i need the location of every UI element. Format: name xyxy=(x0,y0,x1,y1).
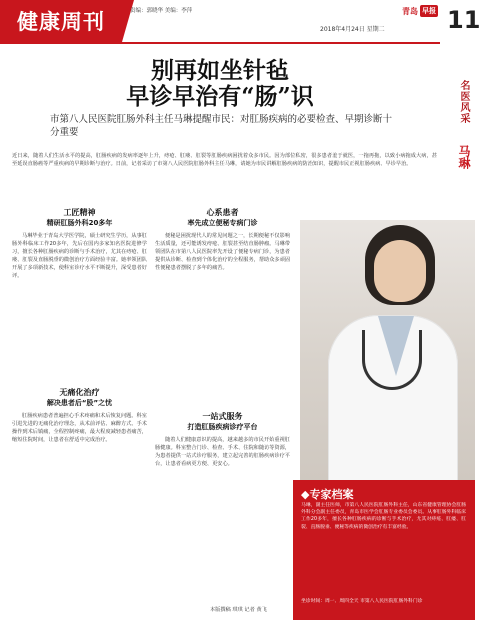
section-1-subheading: 精研肛肠外科20多年 xyxy=(46,219,113,227)
newspaper-logo xyxy=(402,2,442,20)
headline-line-2: 早诊早治有“肠”识 xyxy=(126,83,314,110)
section-2-body xyxy=(155,232,290,272)
section-title-2 xyxy=(155,208,290,228)
section-3-heading: 无痛化治疗 xyxy=(59,388,100,397)
paper-badge: 早报 xyxy=(422,7,436,15)
stethoscope-icon xyxy=(362,330,422,390)
section-2-heading: 心系患者 xyxy=(206,208,239,217)
section-title-1 xyxy=(12,208,147,228)
expert-profile-box xyxy=(293,480,475,620)
headline-line-1: 别再如坐针毡 xyxy=(151,57,289,84)
section-4-subheading: 打造肛肠疾病诊疗平台 xyxy=(187,423,258,431)
section-3-text: 肛肠疾病患者普遍担心手术疼痛和术后恢复问题。科室引进先进的无痛化治疗理念，从术前评估、麻醉方式、手术操作到术后镇痛，全程控制疼痛，最大程度减轻患者痛苦，缩短住院时间，让患者在舒适中完成治疗。 xyxy=(12,413,147,443)
doctor-portrait xyxy=(300,220,475,480)
header-rule xyxy=(0,42,440,44)
section-4-heading: 一站式服务 xyxy=(202,412,243,421)
editor-credits: 责编：郭晓华 美编：李萍 xyxy=(130,8,193,14)
section-3-subheading: 解决患者后“股”之忧 xyxy=(46,399,113,407)
main-headline xyxy=(0,58,440,110)
paper-name: 青岛 xyxy=(402,6,418,16)
expert-clinic-hours: 坐诊时间：周一、周四全天 市第八人民医院肛肠外科门诊 xyxy=(301,599,423,604)
section-4-text: 随着人们健康意识的提高，越来越多的市民开始重视肛肠健康。科室整合门诊、检查、手术、住院和随访等资源，为患者提供一站式诊疗服务，建立起完善的肛肠疾病诊疗平台，让患者看病更方便、更安心。 xyxy=(155,437,290,467)
portrait-face xyxy=(374,240,426,302)
article-byline: 本版撰稿 琪琪 记者 黄飞 xyxy=(210,607,267,613)
section-1-body xyxy=(12,232,147,280)
expert-bio: 马琳，副主任医师，市第八人民医院肛肠外科主任，山东省健康管理协会肛肠外科分会副主任委员，青岛市医学会肛肠专业委员会委员。从事肛肠外科临床工作20多年，擅长各种肛肠疾病的诊断与手术治疗，尤其对痔疮、肛瘘、肛裂、直肠脱垂、便秘等疾病的微创治疗有丰富经验。 xyxy=(301,503,466,530)
subheadline: 市第八人民医院肛肠外科主任马琳提醒市民：对肛肠疾病的必要检查、早期诊断十分重要 xyxy=(50,114,393,138)
issue-date: 2018年4月24日 星期二 xyxy=(320,26,385,33)
section-2-text: 便秘是困扰现代人的常见问题之一，长期便秘不仅影响生活质量，还可能诱发痔疮、肛裂甚至结直肠肿瘤。马琳带领团队在市第八人民医院率先开设了便秘专病门诊，为患者提供从诊断、检查到个体化治疗的全程服务，帮助众多顽固性便秘患者摆脱了多年的痛苦。 xyxy=(155,233,290,271)
section-masthead: 健康周刊 xyxy=(0,0,122,42)
section-3-body xyxy=(12,412,147,444)
expert-profile-title: ◆专家档案 xyxy=(301,488,354,501)
section-title-3 xyxy=(12,388,147,408)
section-1-heading: 工匠精神 xyxy=(63,208,96,217)
expert-name: 马琳 xyxy=(457,145,471,169)
expert-column-label: 名医风采 xyxy=(458,80,469,124)
section-title-4 xyxy=(155,412,290,432)
section-1-text: 马琳毕业于青岛大学医学院，硕士研究生学历，从事肛肠外科临床工作20多年，先后在国内多家知名医院进修学习，擅长各种肛肠疾病的诊断与手术治疗，尤其在痔疮、肛瘘、肛裂及直肠脱垂的微创治疗方面经验丰富。她率领团队开展了多项新技术，使科室诊疗水平不断提升，深受患者好评。 xyxy=(12,233,147,279)
section-2-subheading: 率先成立便秘专病门诊 xyxy=(187,219,258,227)
section-4-body xyxy=(155,436,290,468)
lead-paragraph: 近日来，随着人们生活水平的提高，肛肠疾病的发病率逐年上升，痔疮、肛瘘、肛裂等肛肠疾病困扰着众多市民。因为部位私密，很多患者羞于就医，一拖再拖，以致小病拖成大病，甚至延误直肠癌等严重疾病的早期诊断与治疗。日前，记者采访了市第八人民医院肛肠外科主任马琳，请她为市民讲解肛肠疾病的防治知识，提醒市民正视肛肠疾病、早诊早治。 xyxy=(12,153,437,168)
page-number: 11 xyxy=(447,6,480,34)
